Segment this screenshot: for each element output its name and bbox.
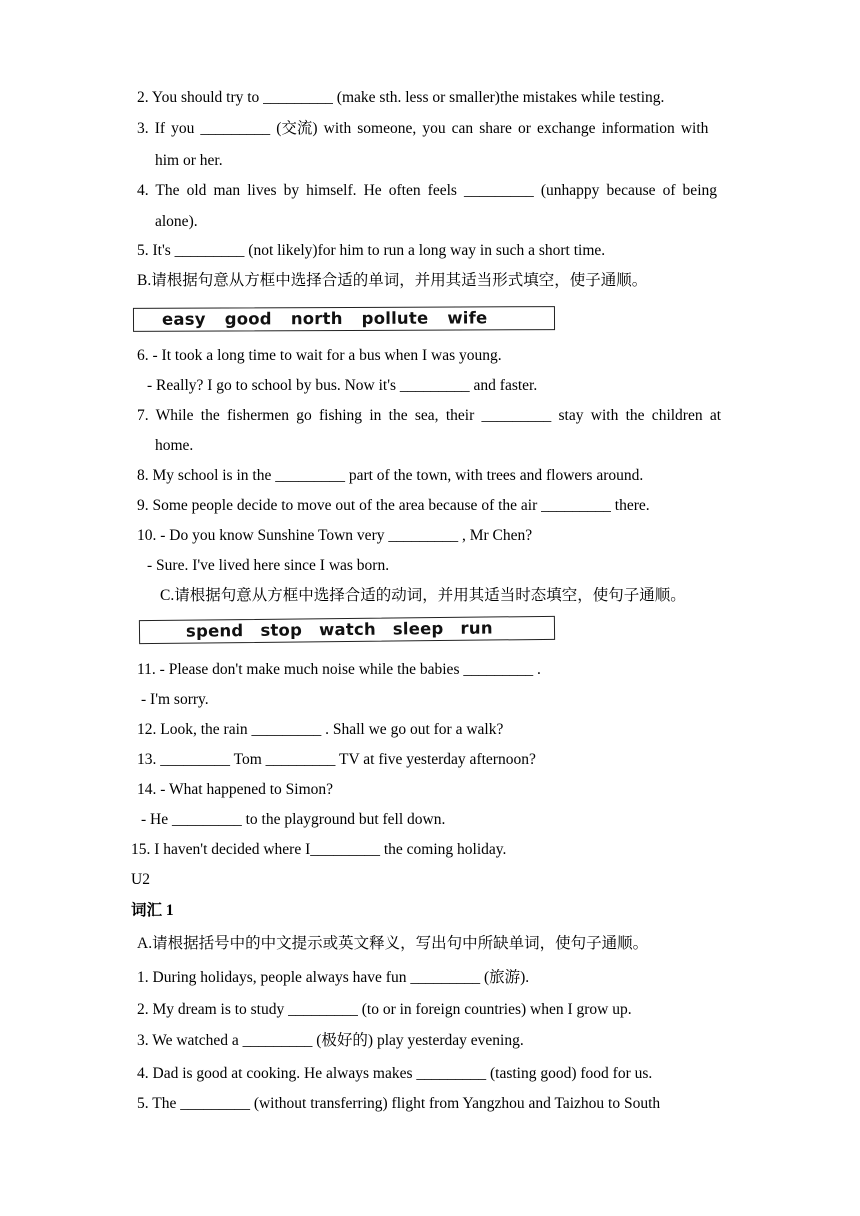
question-11-line-1: 11. - Please don't make much noise while the babies _________ . bbox=[137, 661, 541, 678]
word-box-item: good bbox=[224, 309, 272, 329]
u2-question-2: 2. My dream is to study _________ (to or in foreign countries) when I grow up. bbox=[137, 1001, 632, 1018]
part-b-instruction: B.请根据句意从方框中选择合适的单词，并用其适当形式填空，使子通顺。 bbox=[137, 272, 648, 289]
question-12: 12. Look, the rain _________ . Shall we go out for a walk? bbox=[137, 721, 504, 738]
part-c-instruction: C.请根据句意从方框中选择合适的动词，并用其适当时态填空，使句子通顺。 bbox=[160, 587, 686, 604]
word-box-item: watch bbox=[318, 619, 376, 640]
question-3-text: 3. If you _________ (交流) with someone, you can share or exchange information with bbox=[137, 120, 709, 137]
word-box-item: run bbox=[460, 618, 493, 638]
question-4-line-1: 4. The old man lives by himself. He often feels _________ (unhappy because of being bbox=[137, 182, 717, 199]
question-4-line-2: alone). bbox=[155, 213, 198, 230]
unit-label: U2 bbox=[131, 871, 150, 888]
question-15: 15. I haven't decided where I_________ the coming holiday. bbox=[131, 841, 507, 858]
question-3-line-1 bbox=[137, 119, 773, 139]
question-14-line-1: 14. - What happened to Simon? bbox=[137, 781, 334, 798]
question-3-line-2: him or her. bbox=[155, 152, 223, 169]
word-box-item: pollute bbox=[361, 308, 429, 328]
question-2: 2. You should try to _________ (make sth. less or smaller)the mistakes while testing. bbox=[137, 89, 665, 106]
u2-question-1: 1. During holidays, people always have fun _________ (旅游). bbox=[137, 969, 530, 986]
question-8: 8. My school is in the _________ part of the town, with trees and flowers around. bbox=[137, 467, 644, 484]
word-box-item: spend bbox=[185, 621, 244, 641]
word-box-item: wife bbox=[447, 308, 488, 328]
question-10-line-1: 10. - Do you know Sunshine Town very _________ , Mr Chen? bbox=[137, 527, 533, 544]
question-10-line-2: - Sure. I've lived here since I was born. bbox=[147, 557, 390, 574]
question-6-line-2: - Really? I go to school by bus. Now it's _________ and faster. bbox=[147, 377, 538, 394]
u2-question-3: 3. We watched a _________ (极好的) play yesterday evening. bbox=[137, 1032, 524, 1049]
vocab-heading: 词汇 1 bbox=[131, 902, 174, 919]
word-box-item: sleep bbox=[392, 618, 444, 639]
u2-question-5: 5. The _________ (without transferring) flight from Yangzhou and Taizhou to South bbox=[137, 1095, 661, 1112]
question-7-line-2: home. bbox=[155, 437, 194, 454]
part-b-word-box bbox=[133, 306, 555, 332]
part-c-word-box bbox=[139, 616, 555, 644]
part-a-instruction: A.请根据括号中的中文提示或英文释义，写出句中所缺单词，使句子通顺。 bbox=[137, 935, 649, 952]
question-9: 9. Some people decide to move out of the area because of the air _________ there. bbox=[137, 497, 650, 514]
question-13: 13. _________ Tom _________ TV at five yesterday afternoon? bbox=[137, 751, 536, 768]
word-box-item: stop bbox=[260, 620, 303, 640]
question-14-line-2: - He _________ to the playground but fell down. bbox=[141, 811, 446, 828]
u2-question-4: 4. Dad is good at cooking. He always makes _________ (tasting good) food for us. bbox=[137, 1065, 653, 1082]
word-box-item: easy bbox=[161, 309, 206, 329]
word-box-item: north bbox=[290, 309, 343, 329]
question-5: 5. It's _________ (not likely)for him to run a long way in such a short time. bbox=[137, 242, 606, 259]
question-6-line-1: 6. - It took a long time to wait for a bus when I was young. bbox=[137, 347, 502, 364]
question-11-line-2: - I'm sorry. bbox=[141, 691, 209, 708]
question-7-line-1: 7. While the fishermen go fishing in the sea, their _________ stay with the children at bbox=[137, 407, 722, 424]
